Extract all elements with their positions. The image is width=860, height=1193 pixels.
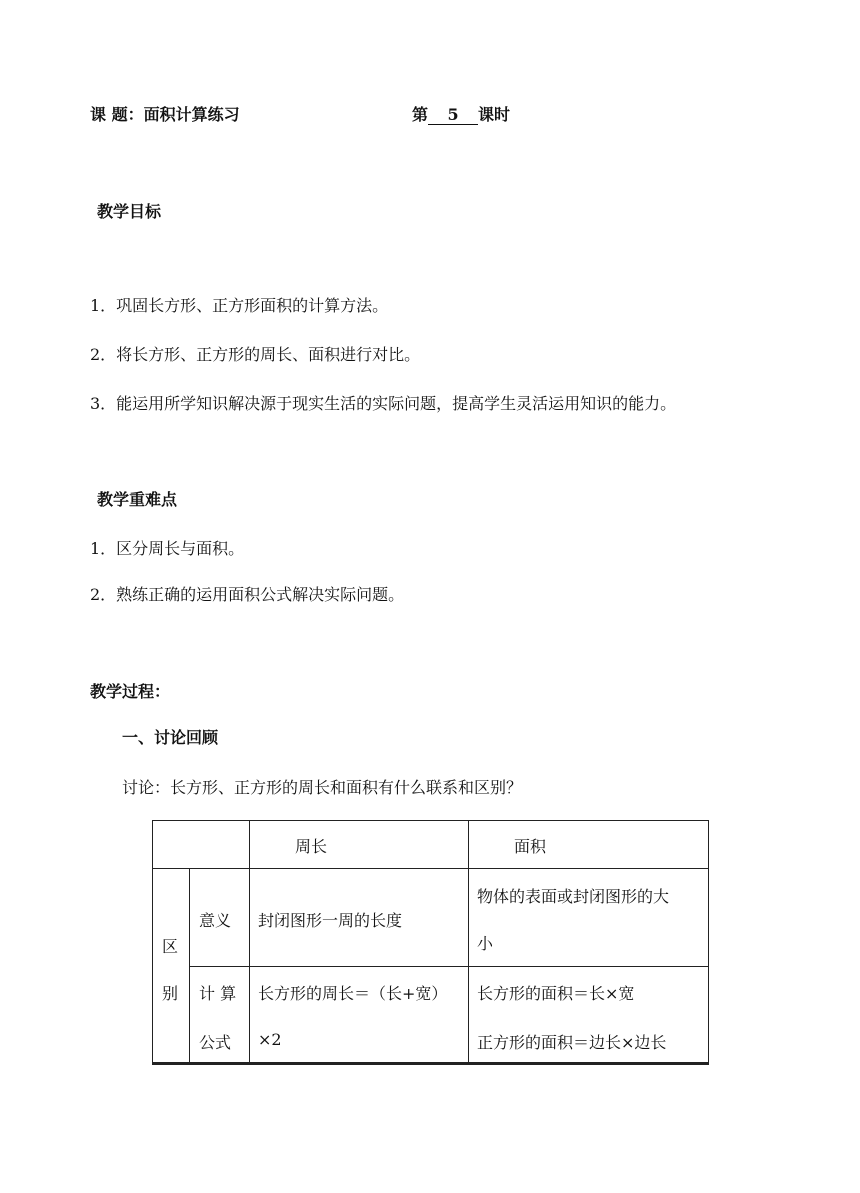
table-border-right (708, 820, 709, 1065)
area-meaning-line2: 小 (477, 934, 494, 953)
topic-label: 课 题： (90, 105, 144, 124)
header-perimeter: 周长 (295, 837, 328, 856)
row-label-meaning: 意义 (199, 911, 232, 930)
table-header-divider (152, 868, 709, 869)
area-formula-rectangle: 长方形的面积＝长×宽 (477, 984, 635, 1003)
row-label-formula-line1: 计 算 (199, 984, 237, 1003)
objectives-heading: 教学目标 (97, 202, 162, 221)
period-prefix: 第 (412, 105, 429, 124)
perimeter-meaning: 封闭图形一周的长度 (258, 911, 403, 930)
area-meaning-line1: 物体的表面或封闭图形的大 (477, 887, 670, 906)
objective-item-3: 3．能运用所学知识解决源于现实生活的实际问题，提高学生灵活运用知识的能力。 (90, 394, 677, 413)
table-border-left (152, 820, 153, 1065)
table-label-divider (249, 820, 250, 1064)
group-label-bie: 别 (162, 984, 179, 1003)
lesson-title-line (90, 102, 240, 125)
objective-item-1: 1．巩固长方形、正方形面积的计算方法。 (90, 296, 389, 315)
process-subheading: 一、讨论回顾 (122, 728, 219, 747)
process-heading: 教学过程： (90, 682, 171, 701)
key-point-item-2: 2．熟练正确的运用面积公式解决实际问题。 (90, 585, 405, 604)
table-border-top (152, 820, 709, 821)
lesson-period (412, 102, 510, 125)
table-border-bottom (152, 1062, 709, 1065)
key-points-heading: 教学重难点 (97, 490, 178, 509)
period-number: 5 (428, 106, 478, 125)
table-column-divider (468, 820, 469, 1064)
table-group-divider (189, 868, 190, 1064)
area-formula-square: 正方形的面积＝边长×边长 (477, 1033, 667, 1052)
perimeter-formula-line2: ×2 (258, 1030, 282, 1049)
key-point-item-1: 1．区分周长与面积。 (90, 539, 245, 558)
discussion-prompt: 讨论：长方形、正方形的周长和面积有什么联系和区别？ (122, 778, 523, 797)
objective-item-2: 2．将长方形、正方形的周长、面积进行对比。 (90, 345, 421, 364)
group-label-qu: 区 (162, 937, 179, 956)
topic-title: 面积计算练习 (143, 105, 240, 124)
period-suffix: 课时 (478, 105, 511, 124)
header-area: 面积 (514, 837, 547, 856)
table-row-divider (189, 966, 709, 967)
comparison-table (152, 820, 709, 1065)
row-label-formula-line2: 公式 (199, 1033, 232, 1052)
perimeter-formula-line1: 长方形的周长＝（长+宽） (258, 984, 448, 1003)
